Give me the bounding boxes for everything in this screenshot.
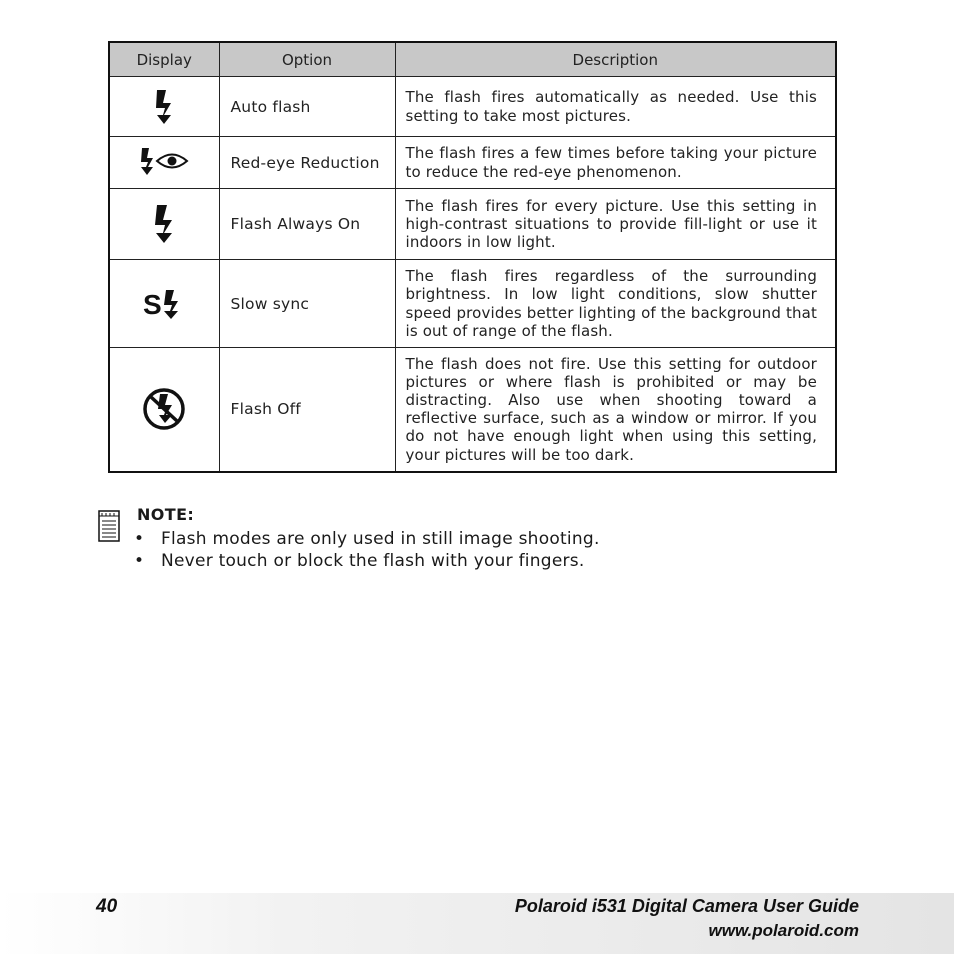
- option-label: Flash Off: [219, 348, 395, 472]
- note-list: [134, 528, 600, 572]
- header-description: Description: [395, 42, 836, 77]
- svg-text:S: S: [143, 288, 162, 320]
- list-item: • Flash modes are only used in still image shooting.: [134, 528, 600, 550]
- header-display: Display: [109, 42, 219, 77]
- table-row: [109, 260, 836, 348]
- option-description: The flash fires regardless of the surrounding brightness. In low light conditions, slow shutter speed provides better lighting of the background that is out of range of the flash.: [395, 260, 836, 348]
- footer-url: www.polaroid.com: [708, 921, 859, 940]
- flash-off-icon: [110, 386, 219, 432]
- table-row: [109, 189, 836, 260]
- option-label: Flash Always On: [219, 189, 395, 260]
- red-eye-reduction-icon: [110, 147, 219, 179]
- footer-title: Polaroid i531 Digital Camera User Guide: [514, 896, 859, 916]
- header-option: Option: [219, 42, 395, 77]
- option-label: Slow sync: [219, 260, 395, 348]
- table-header-row: [109, 42, 836, 77]
- option-description: The flash does not fire. Use this setting for outdoor pictures or where flash is prohibited or may be distracting. Also use when shooting toward a reflective surface, such as a window or mirror. If you do not have enough light when using this setting, your pictures will be too dark.: [395, 348, 836, 472]
- slow-sync-icon: [110, 287, 219, 321]
- table-row: [109, 137, 836, 189]
- note-title: NOTE:: [137, 505, 195, 524]
- table-row: [109, 348, 836, 472]
- flash-always-on-icon: [110, 204, 219, 244]
- table-row: [109, 77, 836, 137]
- note-icon: [98, 510, 120, 546]
- option-description: The flash fires automatically as needed. Use this setting to take most pictures.: [395, 77, 836, 137]
- option-description: The flash fires a few times before taking your picture to reduce the red-eye phenomenon.: [395, 137, 836, 189]
- page-number: 40: [96, 896, 118, 917]
- list-item: • Never touch or block the flash with your fingers.: [134, 550, 600, 572]
- option-label: Auto flash: [219, 77, 395, 137]
- option-label: Red-eye Reduction: [219, 137, 395, 189]
- option-description: The flash fires for every picture. Use this setting in high-contrast situations to provide fill-light or use it indoors in low light.: [395, 189, 836, 260]
- auto-flash-icon: [110, 89, 219, 125]
- flash-modes-table: [108, 41, 837, 473]
